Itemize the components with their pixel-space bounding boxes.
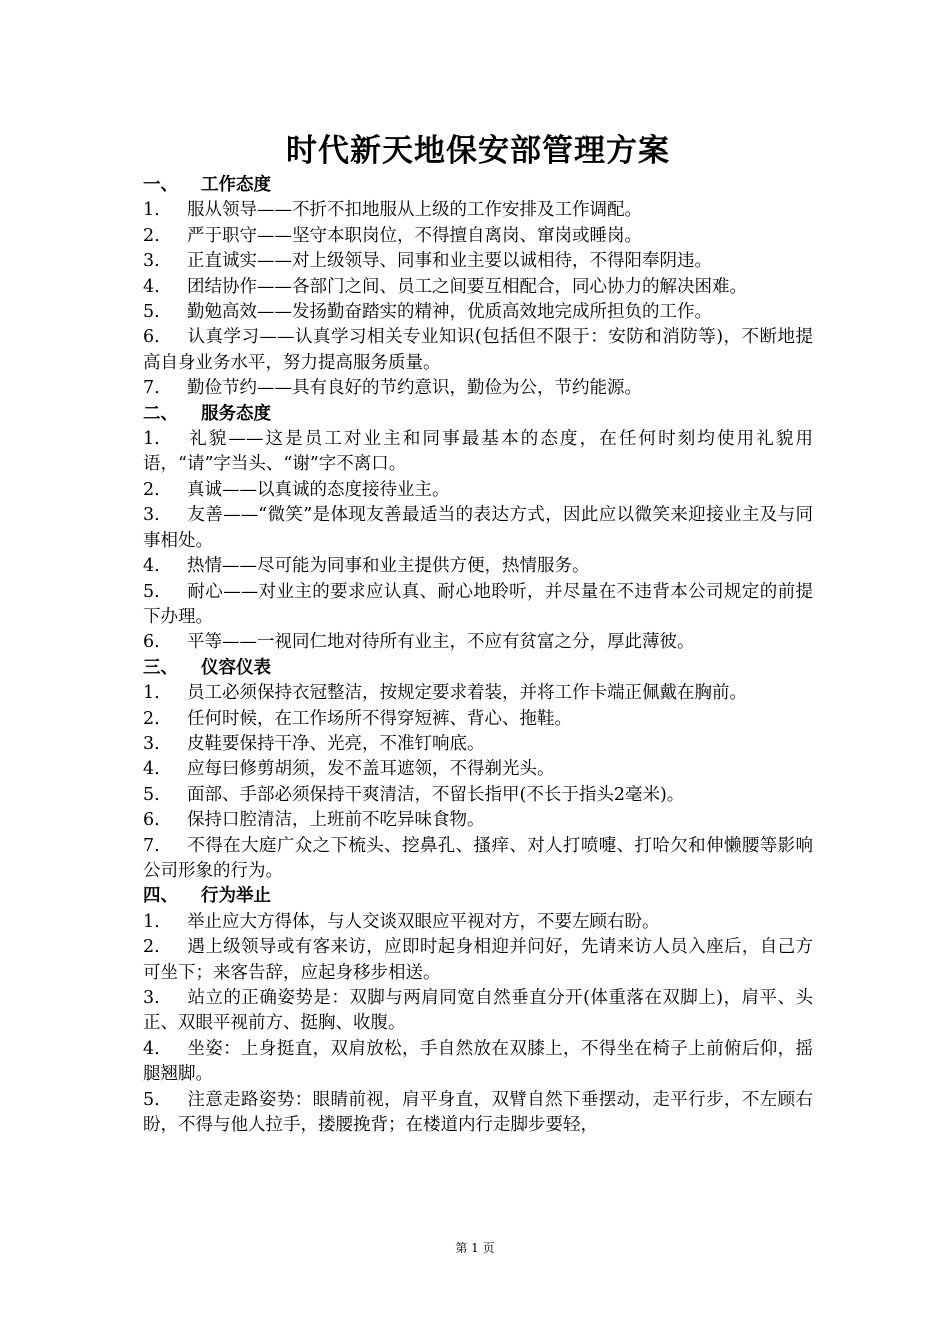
item-number: 4. — [143, 1038, 160, 1059]
item-number: 4. — [143, 759, 160, 780]
item-number: 2. — [143, 479, 160, 500]
item-text: 应每曰修剪胡须，发不盖耳遮领，不得剃光头。 — [187, 759, 555, 780]
list-item — [143, 554, 813, 579]
item-number: 3. — [143, 251, 160, 272]
item-number: 5. — [143, 302, 160, 323]
item-text: 礼貌——这是员工对业主和同事最基本的态度，在任何时刻均使用礼貌用语，“请”字当头、“谢”字不离口。 — [143, 429, 813, 475]
list-item — [143, 808, 813, 833]
item-number: 6. — [143, 327, 160, 348]
item-text: 保持口腔清洁，上班前不吃异味食物。 — [187, 810, 485, 831]
section-heading — [143, 173, 813, 198]
item-number: 1. — [143, 200, 160, 221]
list-item — [143, 478, 813, 503]
list-item — [143, 1037, 813, 1088]
list-item — [143, 935, 813, 986]
item-text: 勤俭节约——具有良好的节约意识，勤俭为公，节约能源。 — [187, 378, 642, 399]
item-number: 5. — [143, 581, 160, 602]
section-heading — [143, 884, 813, 909]
item-number: 3. — [143, 733, 160, 754]
section-title: 服务态度 — [201, 403, 271, 424]
list-item — [143, 834, 813, 885]
item-text: 友善——“微笑”是体现友善最适当的表达方式，因此应以微笑来迎接业主及与同事相处。 — [143, 505, 813, 551]
section-heading — [143, 402, 813, 427]
item-text: 皮鞋要保持干净、光亮，不准钉响底。 — [187, 733, 485, 754]
item-text: 认真学习——认真学习相关专业知识(包括但不限于：安防和消防等)，不断地提高自身业务水平，努力提高服务质量。 — [143, 327, 813, 373]
list-item — [143, 275, 813, 300]
list-item — [143, 783, 813, 808]
list-item — [143, 580, 813, 631]
list-item — [143, 681, 813, 706]
list-item — [143, 376, 813, 401]
section-title: 工作态度 — [201, 175, 271, 195]
section-title: 仪容仪表 — [201, 657, 271, 678]
section-title: 行为举止 — [201, 886, 271, 907]
item-number: 1. — [143, 429, 160, 450]
list-item — [143, 707, 813, 732]
item-text: 站立的正确姿势是：双脚与两肩同宽自然垂直分开(体重落在双脚上)，肩平、头正、双眼平视前方、挺胸、收腹。 — [143, 988, 813, 1034]
item-number: 1. — [143, 683, 160, 704]
item-number: 4. — [143, 276, 160, 297]
section-number: 一、 — [143, 175, 178, 195]
item-text: 举止应大方得体，与人交谈双眼应平视对方，不要左顾右盼。 — [187, 911, 660, 932]
item-number: 3. — [143, 505, 160, 526]
item-number: 7. — [143, 378, 160, 399]
list-item — [143, 325, 813, 376]
section-number: 二、 — [143, 403, 178, 424]
list-item — [143, 427, 813, 478]
item-text: 注意走路姿势：眼睛前视，肩平身直，双臂自然下垂摆动，走平行步，不左顾右盼，不得与他人拉手，搂腰挽背；在楼道内行走脚步要轻， — [143, 1089, 813, 1136]
item-number: 6. — [143, 632, 160, 653]
item-text: 服从领导——不折不扣地服从上级的工作安排及工作调配。 — [187, 200, 642, 221]
item-text: 团结协作——各部门之间、员工之间要互相配合，同心协力的解决困难。 — [187, 276, 747, 297]
item-text: 不得在大庭广众之下梳头、挖鼻孔、搔痒、对人打喷嚏、打哈欠和伸懒腰等影响公司形象的行为。 — [143, 835, 813, 881]
item-number: 2. — [143, 708, 160, 729]
list-item — [143, 630, 813, 655]
item-text: 热情——尽可能为同事和业主提供方便，热情服务。 — [187, 556, 590, 577]
item-text: 坐姿：上身挺直，双肩放松，手自然放在双膝上，不得坐在椅子上前俯后仰，摇腿翘脚。 — [143, 1038, 813, 1085]
item-text: 真诚——以真诚的态度接待业主。 — [187, 479, 450, 500]
item-text: 员工必须保持衣冠整洁，按规定要求着装，并将工作卡端正佩戴在胸前。 — [187, 683, 747, 704]
item-text: 正直诚实——对上级领导、同事和业主要以诚相待，不得阳奉阴违。 — [187, 251, 712, 272]
item-number: 2. — [143, 225, 160, 246]
item-number: 6. — [143, 810, 160, 831]
section-heading — [143, 656, 813, 681]
item-number: 5. — [143, 1089, 160, 1110]
item-number: 5. — [143, 784, 160, 805]
item-number: 3. — [143, 988, 160, 1008]
list-item — [143, 198, 813, 223]
section-number: 三、 — [143, 657, 178, 678]
list-item — [143, 249, 813, 274]
document-body — [143, 173, 813, 1138]
item-text: 面部、手部必须保持干爽清洁，不留长指甲(不长于指头2毫米)。 — [187, 784, 685, 805]
item-text: 任何时候，在工作场所不得穿短裤、背心、拖鞋。 — [187, 708, 572, 729]
list-item — [143, 986, 813, 1037]
list-item — [143, 300, 813, 325]
list-item — [143, 224, 813, 249]
page-footer — [0, 1240, 950, 1256]
item-text: 勤勉高效——发扬勤奋踏实的精神，优质高效地完成所担负的工作。 — [187, 302, 712, 323]
list-item — [143, 503, 813, 554]
list-item — [143, 732, 813, 757]
item-number: 2. — [143, 937, 160, 958]
item-text: 耐心——对业主的要求应认真、耐心地聆听，并尽量在不违背本公司规定的前提下办理。 — [143, 581, 813, 627]
item-number: 7. — [143, 835, 160, 856]
item-text: 严于职守——坚守本职岗位，不得擅自离岗、窜岗或睡岗。 — [187, 225, 642, 246]
item-number: 4. — [143, 556, 160, 577]
list-item — [143, 1088, 813, 1139]
item-text: 平等——一视同仁地对待所有业主，不应有贫富之分，厚此薄彼。 — [187, 632, 695, 653]
item-number: 1. — [143, 911, 160, 932]
section-number: 四、 — [143, 886, 178, 907]
list-item — [143, 757, 813, 782]
item-text: 遇上级领导或有客来访，应即时起身相迎并问好，先请来访人员入座后，自己方可坐下；来客告辞，应起身移步相送。 — [143, 937, 813, 983]
document-title: 时代新天地保安部管理方案 — [286, 133, 670, 169]
page-number: 第 1 页 — [455, 1241, 495, 1255]
list-item — [143, 910, 813, 935]
